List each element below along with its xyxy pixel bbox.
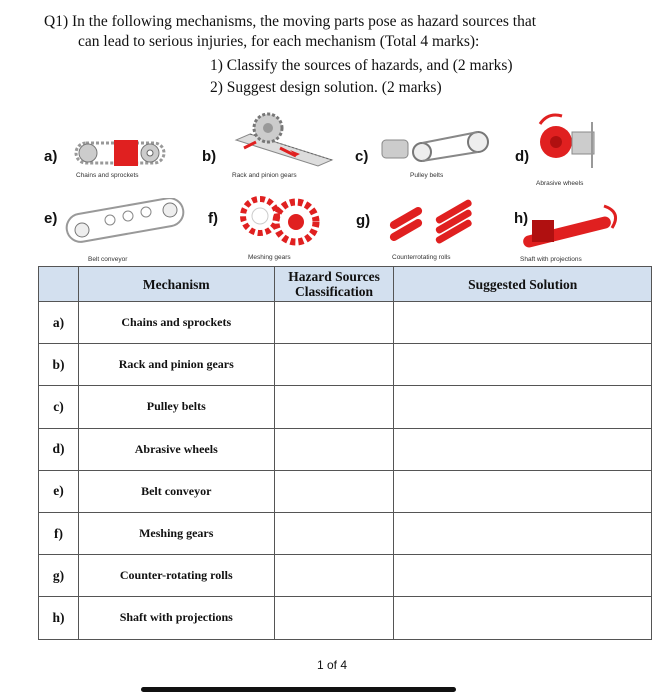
row-key: c)	[39, 386, 79, 428]
header-mechanism: Mechanism	[78, 267, 274, 302]
figure-label-b: b)	[202, 148, 217, 165]
table-row	[39, 597, 652, 639]
row-mechanism: Pulley belts	[78, 386, 274, 428]
figure-caption-b: Rack and pinion gears	[232, 172, 297, 179]
shaft-projections-image	[508, 198, 626, 250]
meshing-gears-image	[238, 194, 322, 248]
header-key	[39, 267, 79, 302]
figure-caption-a: Chains and sprockets	[76, 172, 139, 179]
header-hazard-classification	[274, 267, 394, 302]
row-key: g)	[39, 555, 79, 597]
table-row	[39, 386, 652, 428]
row-key: b)	[39, 344, 79, 386]
row-mechanism: Belt conveyor	[78, 470, 274, 512]
row-mechanism: Meshing gears	[78, 512, 274, 554]
table-header-row	[39, 267, 652, 302]
hazard-cell[interactable]	[274, 344, 394, 386]
belt-conveyor-image	[60, 198, 190, 244]
counterrotating-rolls-image	[384, 198, 480, 244]
header-suggested-solution: Suggested Solution	[394, 267, 652, 302]
row-mechanism: Chains and sprockets	[78, 302, 274, 344]
table-row	[39, 428, 652, 470]
row-key: d)	[39, 428, 79, 470]
figure-label-f: f)	[208, 210, 218, 227]
header-hazard-line-2: Classification	[295, 284, 374, 299]
figure-caption-h: Shaft with projections	[520, 256, 582, 263]
row-key: f)	[39, 512, 79, 554]
pulley-belts-image	[378, 128, 492, 168]
hazard-cell[interactable]	[274, 386, 394, 428]
home-indicator[interactable]	[141, 687, 456, 692]
solution-cell[interactable]	[394, 344, 652, 386]
row-mechanism: Shaft with projections	[78, 597, 274, 639]
solution-cell[interactable]	[394, 470, 652, 512]
hazard-cell[interactable]	[274, 470, 394, 512]
table-row	[39, 555, 652, 597]
row-key: a)	[39, 302, 79, 344]
figure-caption-g: Counterrotating rolls	[392, 254, 451, 261]
figure-caption-d: Abrasive wheels	[536, 180, 584, 187]
row-mechanism: Counter-rotating rolls	[78, 555, 274, 597]
figure-label-g: g)	[356, 212, 371, 229]
hazard-cell[interactable]	[274, 302, 394, 344]
question-line-1: Q1) In the following mechanisms, the moving parts pose as hazard sources that	[44, 13, 537, 30]
figure-caption-f: Meshing gears	[248, 254, 291, 261]
abrasive-wheels-image	[534, 108, 604, 170]
figure-label-c: c)	[355, 148, 369, 165]
solution-cell[interactable]	[394, 597, 652, 639]
header-hazard-line-1: Hazard Sources	[288, 269, 380, 284]
question-text	[44, 12, 644, 52]
subquestion-2: 2) Suggest design solution. (2 marks)	[210, 79, 442, 96]
figure-caption-c: Pulley belts	[410, 172, 444, 179]
solution-cell[interactable]	[394, 386, 652, 428]
solution-cell[interactable]	[394, 512, 652, 554]
solution-cell[interactable]	[394, 302, 652, 344]
figure-label-e: e)	[44, 210, 58, 227]
row-mechanism: Abrasive wheels	[78, 428, 274, 470]
row-key: h)	[39, 597, 79, 639]
hazard-cell[interactable]	[274, 428, 394, 470]
hazard-cell[interactable]	[274, 597, 394, 639]
row-mechanism: Rack and pinion gears	[78, 344, 274, 386]
table-row	[39, 344, 652, 386]
table-row	[39, 470, 652, 512]
chains-sprockets-image	[74, 136, 170, 170]
figure-label-a: a)	[44, 148, 58, 165]
row-key: e)	[39, 470, 79, 512]
figure-label-d: d)	[515, 148, 530, 165]
rack-pinion-image	[234, 104, 334, 168]
page-number: 1 of 4	[316, 658, 348, 672]
hazard-cell[interactable]	[274, 555, 394, 597]
table-row	[39, 302, 652, 344]
hazard-cell[interactable]	[274, 512, 394, 554]
table-row	[39, 512, 652, 554]
subquestion-1: 1) Classify the sources of hazards, and (2 marks)	[210, 57, 513, 74]
figure-caption-e: Belt conveyor	[88, 256, 128, 263]
figure-label-h: h)	[514, 210, 529, 227]
solution-cell[interactable]	[394, 428, 652, 470]
solution-cell[interactable]	[394, 555, 652, 597]
question-line-2: can lead to serious injuries, for each mechanism (Total 4 marks):	[78, 33, 480, 50]
hazard-table	[38, 266, 652, 640]
